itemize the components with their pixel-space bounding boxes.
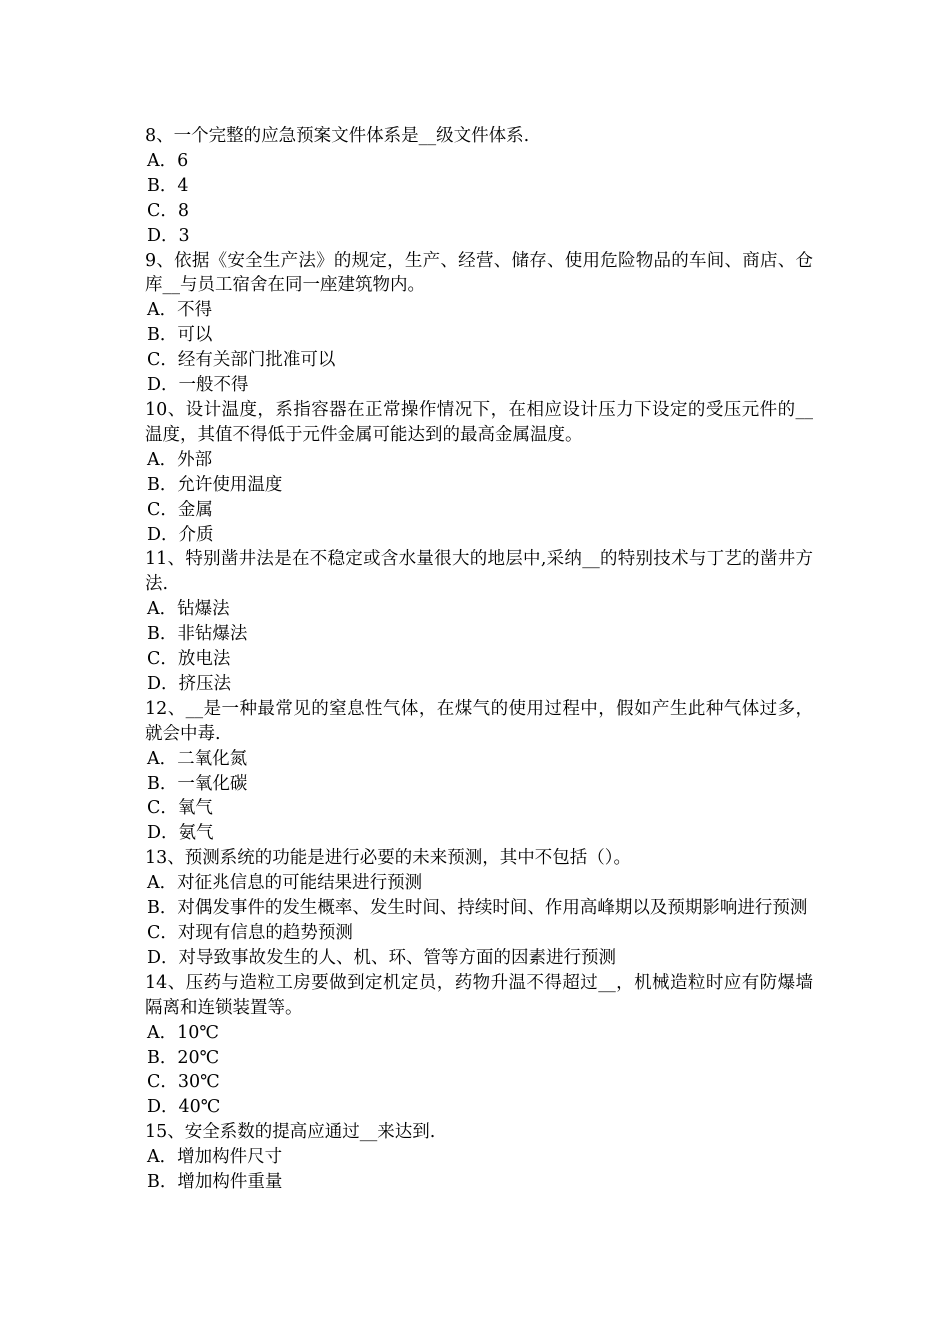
option-b: B．对偶发事件的发生概率、发生时间、持续时间、作用高峰期以及预期影响进行预测	[147, 898, 808, 919]
question-text: 8、一个完整的应急预案文件体系是__级文件体系.	[145, 126, 530, 146]
option-b: B．20℃	[147, 1047, 220, 1068]
question-9	[145, 249, 813, 398]
option-a: A．外部	[147, 449, 213, 470]
question-list	[145, 124, 813, 1195]
question-10	[145, 398, 813, 547]
question-text: 15、安全系数的提高应通过__来达到.	[145, 1122, 436, 1143]
option-d: D．对导致事故发生的人、机、环、管等方面的因素进行预测	[147, 947, 617, 968]
option-c: C．8	[147, 200, 190, 221]
option-c: C．30℃	[147, 1072, 220, 1093]
option-a: A．对征兆信息的可能结果进行预测	[147, 873, 423, 894]
option-c: C．经有关部门批准可以	[147, 350, 336, 371]
option-a: A．二氧化氮	[147, 748, 248, 769]
question-text: 11、特别凿井法是在不稳定或含水量很大的地层中,采纳__的特别技术与丁艺的凿井方法.	[145, 549, 813, 595]
option-c: C．氧气	[147, 798, 213, 819]
option-b: B．增加构件重量	[147, 1172, 283, 1193]
option-d: D．3	[147, 225, 190, 246]
option-c: C．放电法	[147, 649, 231, 670]
question-15	[145, 1120, 813, 1195]
option-a: A．10℃	[147, 1022, 219, 1043]
question-text: 12、__是一种最常见的窒息性气体，在煤气的使用过程中，假如产生此种气体过多，就会中毒.	[145, 698, 813, 744]
question-text: 14、压药与造粒工房要做到定机定员，药物升温不得超过__，机械造粒时应有防爆墙隔离和连锁装置等。	[145, 972, 813, 1018]
option-b: B．一氧化碳	[147, 773, 248, 794]
option-b: B．允许使用温度	[147, 474, 283, 495]
question-13	[145, 846, 813, 971]
option-d: D．介质	[147, 524, 214, 545]
question-12	[145, 697, 813, 846]
option-a: A．6	[147, 150, 189, 171]
option-c: C．金属	[147, 499, 213, 520]
question-text: 10、设计温度，系指容器在正常操作情况下，在相应设计压力下设定的受压元件的__温度，其值不得低于元件金属可能达到的最高金属温度。	[145, 399, 813, 445]
option-a: A．钻爆法	[147, 599, 230, 620]
question-text: 13、预测系统的功能是进行必要的未来预测，其中不包括（）。	[145, 848, 632, 869]
question-8	[145, 124, 813, 249]
question-text: 9、依据《安全生产法》的规定，生产、经营、储存、使用危险物品的车间、商店、仓库__与员工宿舍在同一座建筑物内。	[145, 250, 813, 296]
option-c: C．对现有信息的趋势预测	[147, 923, 353, 943]
option-a: A．增加构件尺寸	[147, 1147, 283, 1168]
question-11	[145, 547, 813, 696]
option-b: B．4	[147, 175, 189, 196]
option-d: D．挤压法	[147, 673, 232, 694]
option-b: B．非钻爆法	[147, 624, 248, 645]
question-14	[145, 971, 813, 1120]
option-a: A．不得	[147, 300, 213, 321]
option-d: D．40℃	[147, 1097, 221, 1118]
option-d: D．氨气	[147, 823, 214, 844]
option-b: B．可以	[147, 325, 213, 346]
option-d: D．一般不得	[147, 375, 249, 396]
